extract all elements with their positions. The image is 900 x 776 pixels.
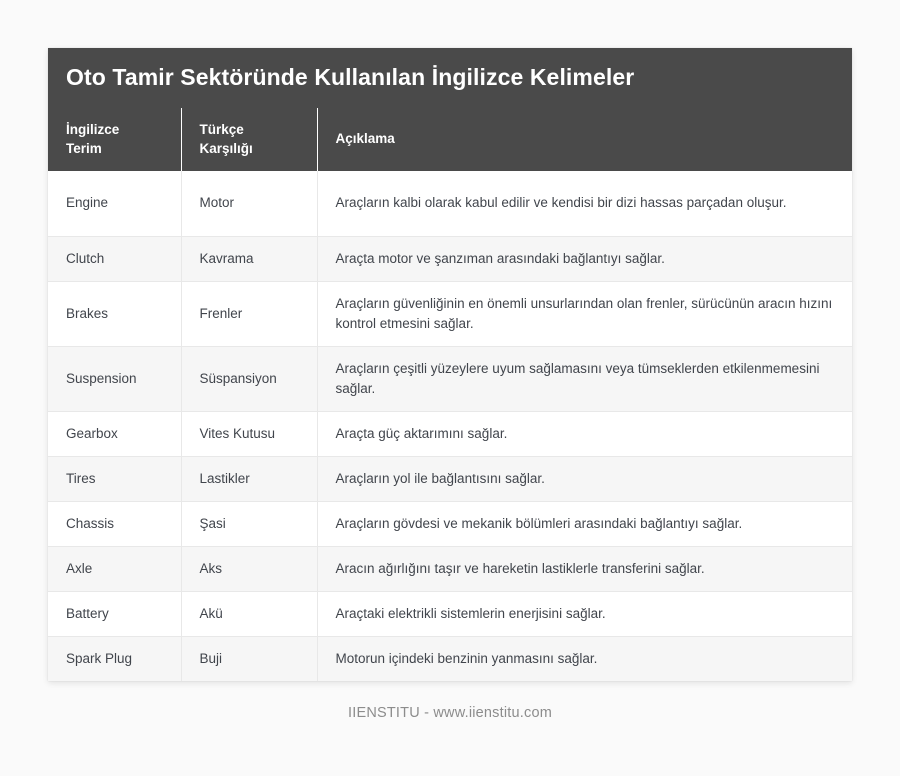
cell-description: Araçların kalbi olarak kabul edilir ve kendisi bir dizi hassas parçadan oluşur. xyxy=(317,171,852,236)
cell-english-term: Axle xyxy=(48,546,181,591)
table-row xyxy=(48,281,852,346)
column-header-english-term xyxy=(48,108,181,171)
cell-turkish-equivalent: Buji xyxy=(181,636,317,681)
cell-english-term: Brakes xyxy=(48,281,181,346)
cell-description: Motorun içindeki benzinin yanmasını sağlar. xyxy=(317,636,852,681)
cell-description: Araçların güvenliğinin en önemli unsurlarından olan frenler, sürücünün aracın hızını kontrol etmesini sağlar. xyxy=(317,281,852,346)
footer-credit: IIENSTITU - www.iienstitu.com xyxy=(348,705,552,721)
cell-description: Araçtaki elektrikli sistemlerin enerjisini sağlar. xyxy=(317,591,852,636)
table-header-row xyxy=(48,108,852,171)
table-row xyxy=(48,501,852,546)
table-row xyxy=(48,456,852,501)
cell-turkish-equivalent: Motor xyxy=(181,171,317,236)
table-row xyxy=(48,411,852,456)
table-row xyxy=(48,546,852,591)
cell-turkish-equivalent: Kavrama xyxy=(181,236,317,281)
cell-turkish-equivalent: Aks xyxy=(181,546,317,591)
table-head xyxy=(48,108,852,171)
table-body xyxy=(48,171,852,681)
table-row xyxy=(48,636,852,681)
terms-table xyxy=(48,108,852,681)
cell-turkish-equivalent: Lastikler xyxy=(181,456,317,501)
cell-description: Aracın ağırlığını taşır ve hareketin lastiklerle transferini sağlar. xyxy=(317,546,852,591)
cell-english-term: Tires xyxy=(48,456,181,501)
page-title: Oto Tamir Sektöründe Kullanılan İngilizce Kelimeler xyxy=(66,64,635,91)
cell-turkish-equivalent: Vites Kutusu xyxy=(181,411,317,456)
cell-turkish-equivalent: Akü xyxy=(181,591,317,636)
table-row xyxy=(48,236,852,281)
cell-turkish-equivalent: Şasi xyxy=(181,501,317,546)
card-title-bar xyxy=(48,48,852,108)
column-header-turkish-equivalent xyxy=(181,108,317,171)
cell-description: Araçların yol ile bağlantısını sağlar. xyxy=(317,456,852,501)
cell-english-term: Suspension xyxy=(48,346,181,411)
column-header-turkish-equivalent-line2: Karşılığı xyxy=(199,140,253,156)
cell-description: Araçların gövdesi ve mekanik bölümleri arasındaki bağlantıyı sağlar. xyxy=(317,501,852,546)
column-header-english-term-line2: Terim xyxy=(66,140,102,156)
cell-turkish-equivalent: Süspansiyon xyxy=(181,346,317,411)
cell-turkish-equivalent: Frenler xyxy=(181,281,317,346)
cell-description: Araçta güç aktarımını sağlar. xyxy=(317,411,852,456)
cell-english-term: Chassis xyxy=(48,501,181,546)
column-header-description xyxy=(317,108,852,171)
table-row xyxy=(48,346,852,411)
cell-english-term: Battery xyxy=(48,591,181,636)
column-header-description-label: Açıklama xyxy=(335,131,395,147)
cell-english-term: Spark Plug xyxy=(48,636,181,681)
cell-description: Araçta motor ve şanzıman arasındaki bağlantıyı sağlar. xyxy=(317,236,852,281)
cell-english-term: Clutch xyxy=(48,236,181,281)
column-header-english-term-line1: İngilizce xyxy=(66,122,120,138)
terms-card xyxy=(48,48,852,681)
cell-english-term: Engine xyxy=(48,171,181,236)
table-row xyxy=(48,171,852,236)
cell-english-term: Gearbox xyxy=(48,411,181,456)
table-row xyxy=(48,591,852,636)
column-header-turkish-equivalent-line1: Türkçe xyxy=(199,122,244,138)
cell-description: Araçların çeşitli yüzeylere uyum sağlamasını veya tümseklerden etkilenmemesini sağlar. xyxy=(317,346,852,411)
